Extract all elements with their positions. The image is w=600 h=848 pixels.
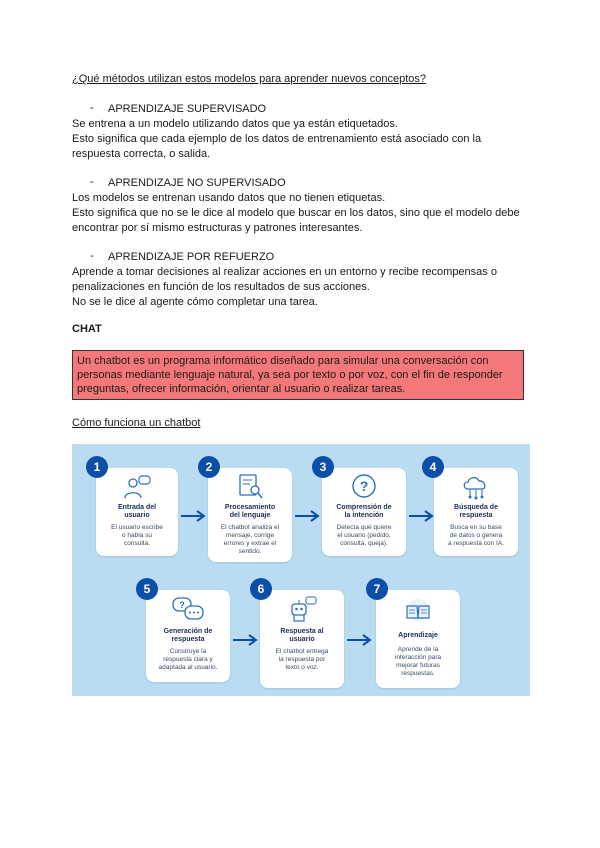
definition-line: preguntas, ofrecer información, orientar al usuario o realizar tareas. <box>77 383 406 395</box>
bullet-dash: - <box>90 250 94 262</box>
step-number-badge: 5 <box>136 578 158 600</box>
step-title: Aprendizaje <box>398 632 438 639</box>
step-title: Entrada del usuario <box>117 504 157 519</box>
step-card-6 <box>260 590 344 688</box>
section-text: respuesta correcta, o salida. <box>72 148 211 160</box>
svg-text:?: ? <box>179 600 185 610</box>
robot-icon <box>286 596 318 624</box>
step-description: El chatbot analiza el mensaje, corrige errores y extrae el sentido. <box>220 524 280 555</box>
step-number-badge: 1 <box>86 456 108 478</box>
step-card-2 <box>208 468 292 562</box>
step-description: Aprende de la interacción para mejorar futuras respuestas. <box>394 646 442 677</box>
section-heading-unsupervised: APRENDIZAJE NO SUPERVISADO <box>108 177 286 189</box>
step-title: Respuesta al usuario <box>280 628 324 643</box>
section-text: penalizaciones en función de los resultados de sus acciones. <box>72 281 370 293</box>
definition-line: personas mediante lenguaje natural, ya sea por texto o por voz, con el fin de responder <box>77 369 503 381</box>
section-text: Esto significa que cada ejemplo de los datos de entrenamiento está asociado con la <box>72 133 482 145</box>
step-number-badge: 6 <box>250 578 272 600</box>
step-number-badge: 7 <box>366 578 388 600</box>
step-description: Detecta qué quiere el usuario (pedido, consulta, queja). <box>336 524 392 547</box>
step-description: El chatbot entrega la respuesta por texto o voz. <box>275 648 329 671</box>
question-heading: ¿Qué métodos utilizan estos modelos para aprender nuevos conceptos? <box>72 73 427 85</box>
chatbot-definition-box <box>72 350 524 400</box>
arrow-right-icon <box>232 634 258 646</box>
book-icon <box>402 598 434 624</box>
step-number-badge: 3 <box>312 456 334 478</box>
step-card-4 <box>434 468 518 556</box>
how-chatbot-works-heading: Cómo funciona un chatbot <box>72 417 201 429</box>
section-heading-supervised: APRENDIZAJE SUPERVISADO <box>108 103 267 115</box>
chat-heading: CHAT <box>72 323 102 335</box>
section-text: Aprende a tomar decisiones al realizar acciones en un entorno y recibe recompensas o <box>72 266 497 278</box>
step-title: Comprensión de la intención <box>336 504 392 519</box>
chat-bubbles-icon <box>171 596 205 622</box>
step-title: Procesamiento del lenguaje <box>224 504 276 519</box>
step-number-badge: 4 <box>422 456 444 478</box>
section-text: No se le dice al agente cómo completar una tarea. <box>72 296 318 308</box>
svg-text:?: ? <box>359 478 369 494</box>
step-number-badge: 2 <box>198 456 220 478</box>
question-bubble-icon <box>349 473 379 501</box>
section-text: Se entrena a un modelo utilizando datos que ya están etiquetados. <box>72 118 398 130</box>
bullet-dash: - <box>90 102 94 114</box>
section-text: encontrar por sí mismo estructuras y patrones interesantes. <box>72 222 363 234</box>
step-title: Búsqueda de respuesta <box>454 504 498 519</box>
definition-line: Un chatbot es un programa informático diseñado para simular una conversación con <box>77 355 489 367</box>
document-search-icon <box>235 473 265 501</box>
section-text: Los modelos se entrenan usando datos que no tienen etiquetas. <box>72 192 386 204</box>
step-title: Generación de respuesta <box>163 628 213 643</box>
step-card-3 <box>322 468 406 556</box>
arrow-right-icon <box>180 510 206 522</box>
step-description: Construye la respuesta clara y adaptada al usuario. <box>158 648 218 671</box>
chatbot-process-diagram <box>72 444 530 696</box>
cloud-network-icon <box>460 473 492 501</box>
user-chat-icon <box>122 474 152 500</box>
bullet-dash: - <box>90 176 94 188</box>
arrow-right-icon <box>294 510 320 522</box>
arrow-right-icon <box>408 510 434 522</box>
step-card-7 <box>376 590 460 688</box>
step-description: Busca en su base de datos o genera a respuesta con IA. <box>447 524 504 547</box>
step-card-5 <box>146 590 230 682</box>
section-heading-reinforcement: APRENDIZAJE POR REFUERZO <box>108 251 275 263</box>
section-text: Esto significa que no se le dice al modelo que buscar en los datos, sino que el modelo debe <box>72 207 520 219</box>
step-description: El usuario escribe o habla su consulta. <box>111 524 163 547</box>
arrow-right-icon <box>346 634 372 646</box>
step-card-1 <box>96 468 178 556</box>
